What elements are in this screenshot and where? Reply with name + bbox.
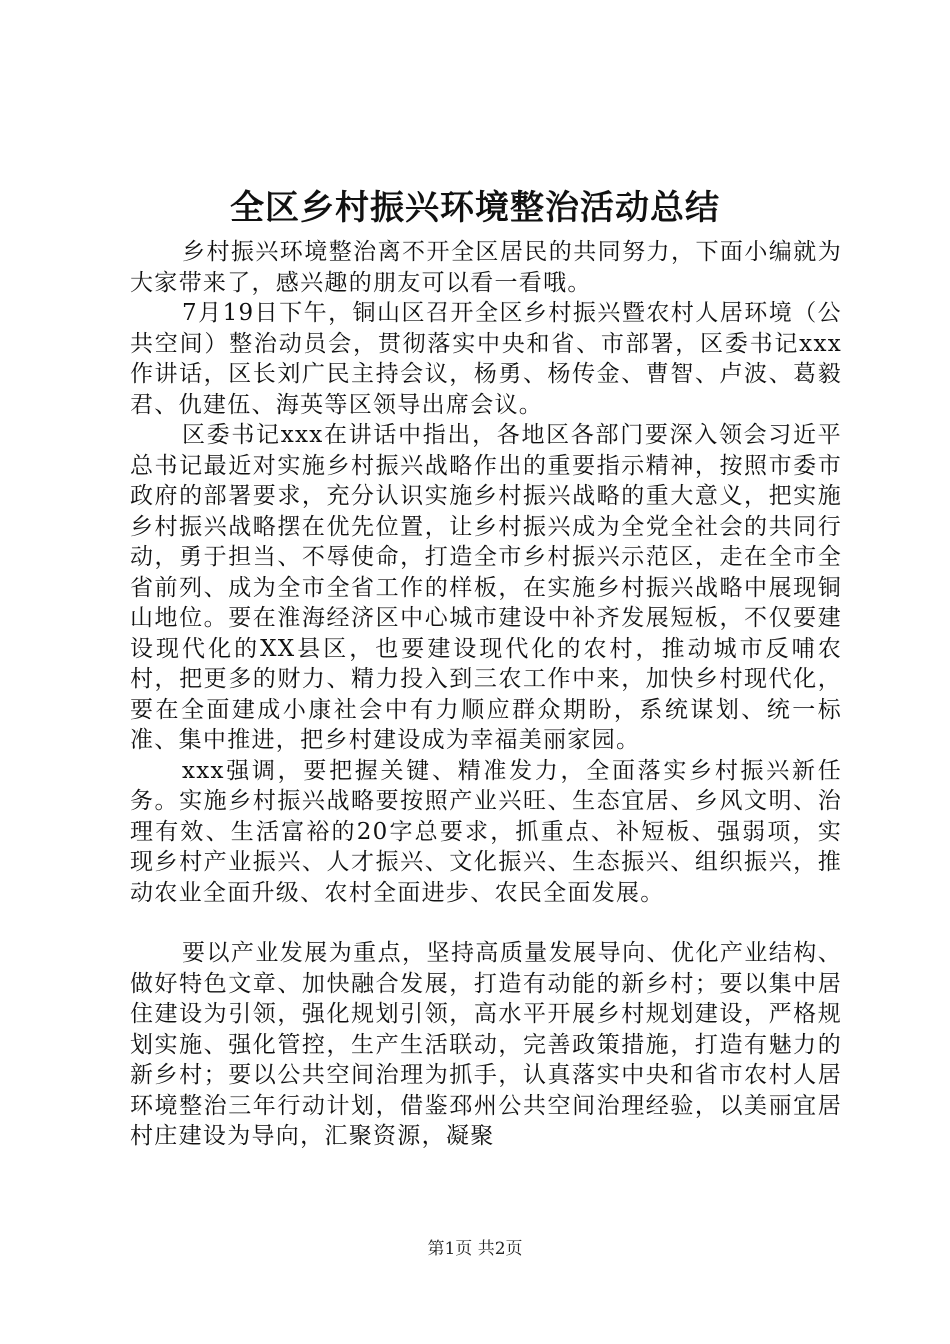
- page-number-footer: 第1页 共2页: [427, 1239, 523, 1259]
- paragraph-intro: 乡村振兴环境整治离不开全区居民的共同努力，下面小编就为大家带来了，感兴趣的朋友可以看一看哦。: [130, 239, 842, 296]
- paragraph-priorities: 要以产业发展为重点，坚持高质量发展导向、优化产业结构、做好特色文章、加快融合发展，打造有动能的新乡村；要以集中居住建设为引领，强化规划引领，高水平开展乡村规划建设，严格规划实施、强化管控，生产生活联动，完善政策措施，打造有魅力的新乡村；要以公共空间治理为抓手，认真落实中央和省市农村人居环境整治三年行动计划，借鉴邳州公共空间治理经验，以美丽宜居村庄建设为导向，汇聚资源，凝聚: [130, 940, 842, 1149]
- paragraph-emphasis: xxx强调，要把握关键、精准发力，全面落实乡村振兴新任务。实施乡村振兴战略要按照产业兴旺、生态宜居、乡风文明、治理有效、生活富裕的20字总要求，抓重点、补短板、强弱项，实现乡村产业振兴、人才振兴、文化振兴、生态振兴、组织振兴，推动农业全面升级、农村全面进步、农民全面发展。: [130, 757, 842, 906]
- paragraph-meeting: 7月19日下午，铜山区召开全区乡村振兴暨农村人居环境（公共空间）整治动员会，贯彻落实中央和省、市部署，区委书记xxx作讲话，区长刘广民主持会议，杨勇、杨传金、曹智、卢波、葛毅君、仇建伍、海英等区领导出席会议。: [130, 300, 842, 418]
- document-title: 全区乡村振兴环境整治活动总结: [230, 188, 720, 228]
- paragraph-speech: 区委书记xxx在讲话中指出，各地区各部门要深入领会习近平总书记最近对实施乡村振兴战略作出的重要指示精神，按照市委市政府的部署要求，充分认识实施乡村振兴战略的重大意义，把实施乡村振兴战略摆在优先位置，让乡村振兴成为全党全社会的共同行动，勇于担当、不辱使命，打造全市乡村振兴示范区，走在全市全省前列、成为全市全省工作的样板，在实施乡村振兴战略中展现铜山地位。要在淮海经济区中心城市建设中补齐发展短板，不仅要建设现代化的XX县区，也要建设现代化的农村，推动城市反哺农村，把更多的财力、精力投入到三农工作中来，加快乡村现代化，要在全面建成小康社会中有力顺应群众期盼，系统谋划、统一标准、集中推进，把乡村建设成为幸福美丽家园。: [130, 422, 842, 753]
- document-body: [130, 237, 842, 1152]
